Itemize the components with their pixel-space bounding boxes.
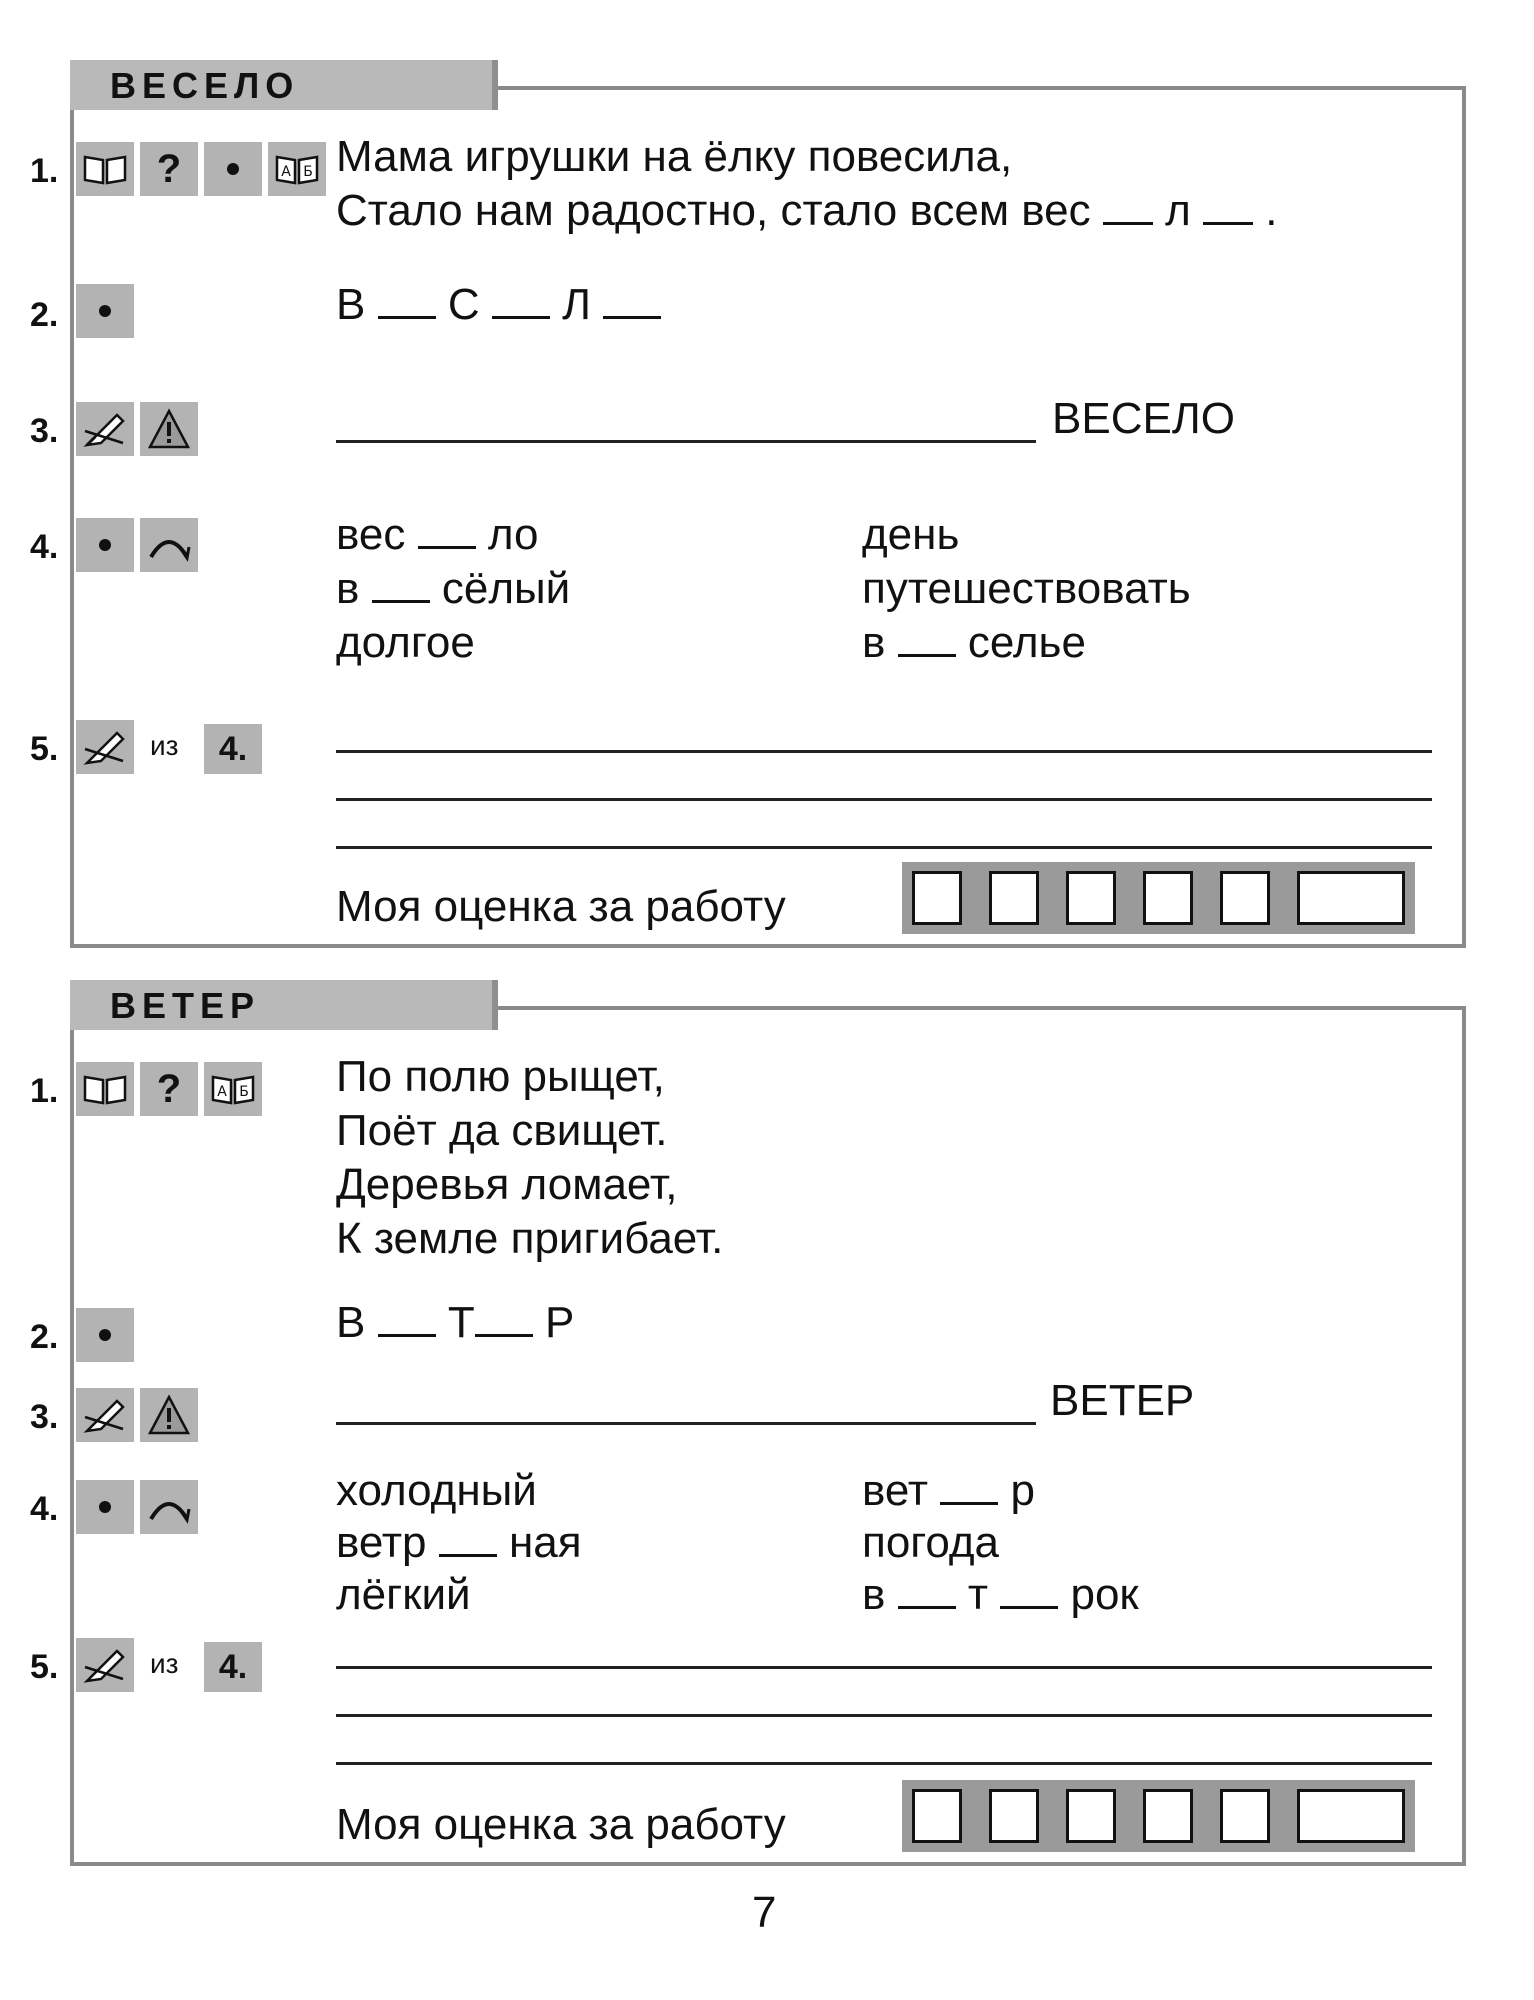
book-icon bbox=[76, 1062, 134, 1116]
task-reference: 4. bbox=[204, 724, 262, 774]
grade-box[interactable] bbox=[1066, 1789, 1116, 1843]
poem-line: Поёт да свищет. bbox=[336, 1106, 668, 1155]
word-item: в селье bbox=[862, 618, 1086, 667]
task-number: 4. bbox=[30, 1490, 59, 1528]
dot-icon bbox=[204, 142, 262, 196]
from-label: из bbox=[150, 730, 179, 761]
arc-arrow-icon bbox=[140, 518, 198, 572]
section-veselo bbox=[30, 60, 1466, 948]
target-word: ВЕСЕЛО bbox=[1052, 394, 1235, 443]
dot-icon bbox=[76, 1480, 134, 1534]
pen-icon bbox=[76, 1638, 134, 1692]
letter-blank[interactable] bbox=[1203, 188, 1253, 225]
poem-line: К земле пригибает. bbox=[336, 1214, 724, 1263]
section-title: ВЕСЕЛО bbox=[70, 60, 498, 110]
word-item: долгое bbox=[336, 618, 475, 667]
grade-box[interactable] bbox=[912, 871, 962, 925]
grade-label: Моя оценка за работу bbox=[336, 882, 786, 931]
task-number: 5. bbox=[30, 1648, 59, 1686]
letter-blank[interactable] bbox=[1103, 188, 1153, 225]
task-number: 1. bbox=[30, 152, 59, 190]
book-icon bbox=[76, 142, 134, 196]
poem-line: Мама игрушки на ёлку повесила, bbox=[336, 132, 1013, 181]
task-reference: 4. bbox=[204, 1642, 262, 1692]
answer-line[interactable] bbox=[336, 798, 1432, 801]
svg-text:Б: Б bbox=[239, 1084, 249, 1100]
letter-blank[interactable] bbox=[439, 1520, 497, 1557]
pen-icon bbox=[76, 720, 134, 774]
word-item: путешествовать bbox=[862, 564, 1191, 613]
letter-blank[interactable] bbox=[940, 1468, 998, 1505]
letter-blank[interactable] bbox=[898, 620, 956, 657]
answer-line[interactable] bbox=[336, 846, 1432, 849]
word-item: в сёлый bbox=[336, 564, 571, 613]
grade-box[interactable] bbox=[1220, 1789, 1270, 1843]
word-item: погода bbox=[862, 1518, 1000, 1567]
grade-boxes bbox=[902, 862, 1415, 934]
section-veter bbox=[30, 980, 1466, 1866]
word-item: ветр ная bbox=[336, 1518, 582, 1567]
answer-line[interactable] bbox=[336, 1762, 1432, 1765]
grade-box[interactable] bbox=[912, 1789, 962, 1843]
grade-boxes bbox=[902, 1780, 1415, 1852]
letter-blank[interactable] bbox=[475, 1300, 533, 1337]
word-item: вет р bbox=[862, 1466, 1035, 1515]
answer-line[interactable] bbox=[336, 1714, 1432, 1717]
answer-line[interactable] bbox=[336, 1422, 1036, 1425]
task-number: 4. bbox=[30, 528, 59, 566]
grade-box[interactable] bbox=[1220, 871, 1270, 925]
dot-icon bbox=[76, 1308, 134, 1362]
alphabet-icon bbox=[268, 142, 326, 196]
grade-label: Моя оценка за работу bbox=[336, 1800, 786, 1849]
letter-blank[interactable] bbox=[372, 566, 430, 603]
task-number: 3. bbox=[30, 412, 59, 450]
from-label: из bbox=[150, 1648, 179, 1679]
letter-blank[interactable] bbox=[378, 282, 436, 319]
word-item: вес ло bbox=[336, 510, 539, 559]
grade-box[interactable] bbox=[1143, 1789, 1193, 1843]
section-frame bbox=[70, 1006, 1466, 1866]
letter-blank[interactable] bbox=[603, 282, 661, 319]
answer-line[interactable] bbox=[336, 440, 1036, 443]
svg-text:Б: Б bbox=[303, 164, 313, 180]
word-item: лёгкий bbox=[336, 1570, 471, 1619]
section-title: ВЕТЕР bbox=[70, 980, 498, 1030]
task-number: 2. bbox=[30, 296, 59, 334]
answer-line[interactable] bbox=[336, 1666, 1432, 1669]
pen-icon bbox=[76, 1388, 134, 1442]
answer-line[interactable] bbox=[336, 750, 1432, 753]
task-number: 5. bbox=[30, 730, 59, 768]
grade-box[interactable] bbox=[989, 1789, 1039, 1843]
alphabet-icon bbox=[204, 1062, 262, 1116]
dot-icon bbox=[76, 284, 134, 338]
grade-box-wide[interactable] bbox=[1297, 871, 1405, 925]
grade-box[interactable] bbox=[989, 871, 1039, 925]
task-number: 1. bbox=[30, 1072, 59, 1110]
question-icon: ? bbox=[140, 1062, 198, 1116]
dot-icon bbox=[76, 518, 134, 572]
word-item: день bbox=[862, 510, 960, 559]
poem-line: Деревья ломает, bbox=[336, 1160, 678, 1209]
word-item: холодный bbox=[336, 1466, 537, 1515]
poem-line-with-blanks: Стало нам радостно, стало всем вес л . bbox=[336, 186, 1278, 235]
pen-icon bbox=[76, 402, 134, 456]
grade-box-wide[interactable] bbox=[1297, 1789, 1405, 1843]
arc-arrow-icon bbox=[140, 1480, 198, 1534]
poem-line: По полю рыщет, bbox=[336, 1052, 665, 1101]
word-with-blanks: В Т Р bbox=[336, 1298, 575, 1347]
letter-blank[interactable] bbox=[492, 282, 550, 319]
letter-blank[interactable] bbox=[1000, 1572, 1058, 1609]
question-icon: ? bbox=[140, 142, 198, 196]
task-number: 2. bbox=[30, 1318, 59, 1356]
letter-blank[interactable] bbox=[898, 1572, 956, 1609]
word-with-blanks: В С Л bbox=[336, 278, 661, 332]
grade-box[interactable] bbox=[1066, 871, 1116, 925]
letter-blank[interactable] bbox=[378, 1300, 436, 1337]
warning-icon bbox=[140, 1388, 198, 1442]
grade-box[interactable] bbox=[1143, 871, 1193, 925]
svg-text:А: А bbox=[281, 164, 291, 180]
svg-text:А: А bbox=[217, 1084, 227, 1100]
letter-blank[interactable] bbox=[418, 512, 476, 549]
page-number: 7 bbox=[752, 1888, 777, 1937]
task-number: 3. bbox=[30, 1398, 59, 1436]
warning-icon bbox=[140, 402, 198, 456]
target-word: ВЕТЕР bbox=[1050, 1376, 1195, 1425]
word-item: в т рок bbox=[862, 1570, 1139, 1619]
